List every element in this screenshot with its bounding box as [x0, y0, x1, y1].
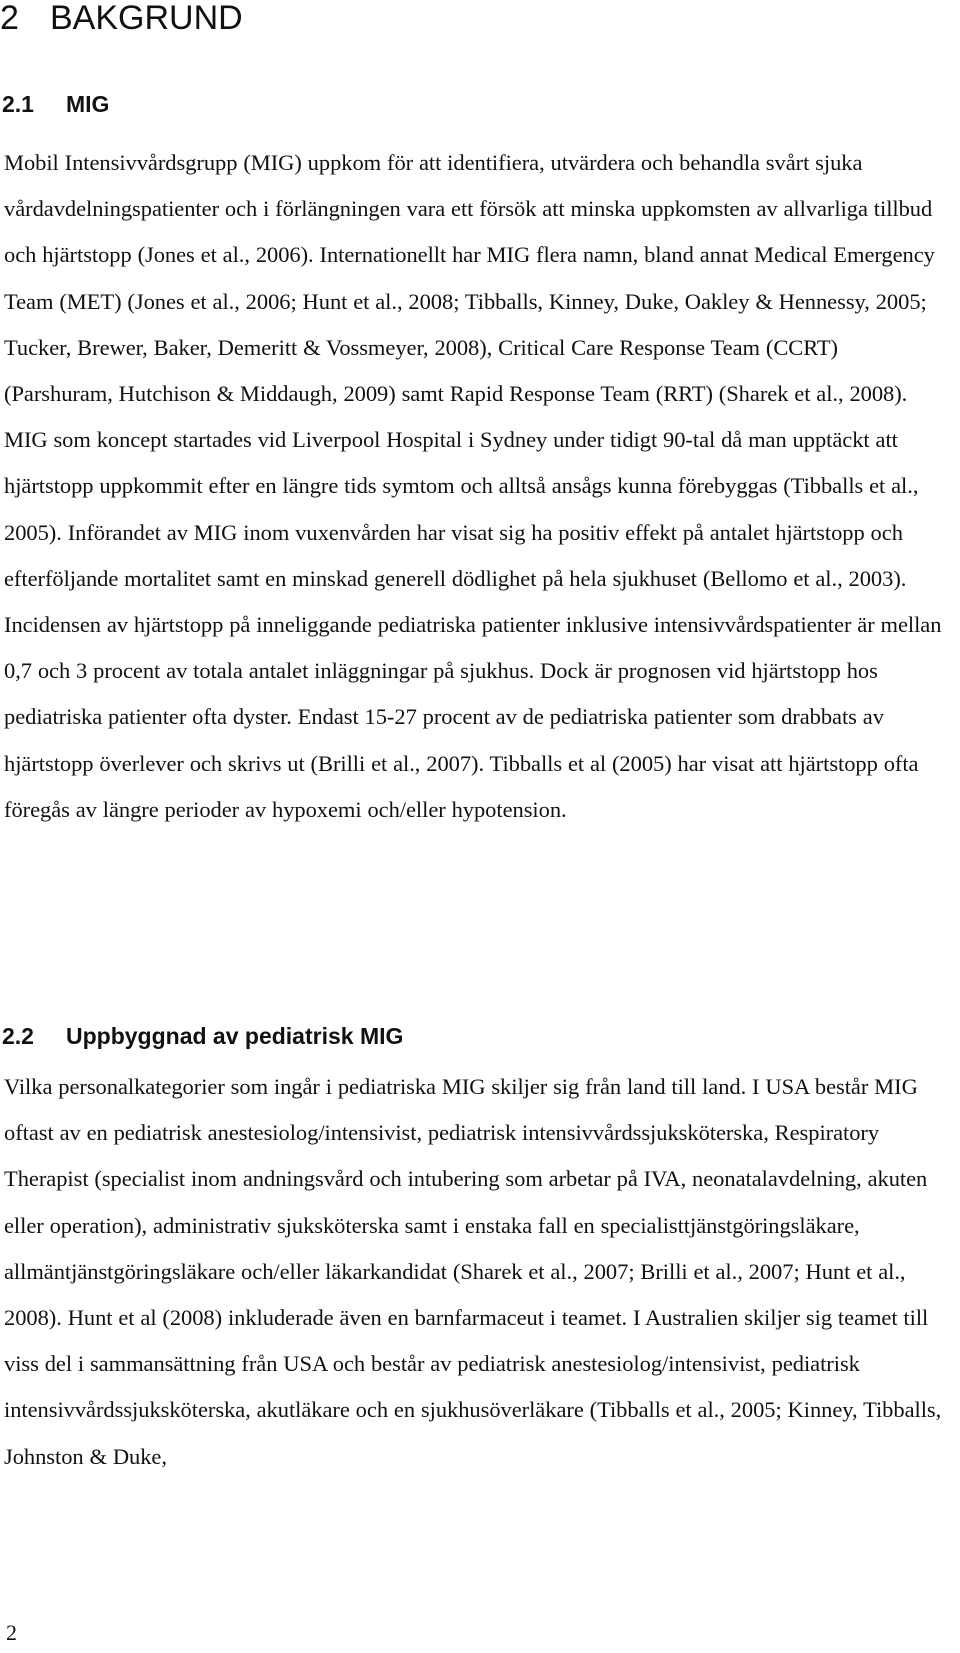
- section-title: Uppbyggnad av pediatrisk MIG: [66, 1023, 404, 1049]
- section-number: 2.2: [2, 1023, 34, 1049]
- section-heading-mig: [2, 90, 109, 118]
- section-number: 2.1: [2, 91, 34, 117]
- chapter-title: BAKGRUND: [50, 0, 243, 37]
- page-number: 2: [6, 1620, 17, 1645]
- chapter-heading: [0, 0, 243, 38]
- paragraph-uppbyggnad: Vilka personalkategorier som ingår i pediatriska MIG skiljer sig från land till land. I USA består MIG oftast av en pediatrisk anestesiolog/intensivist, pediatrisk intensivvårdssjuksköterska, Respiratory Therapist (specialist inom andningsvård och intubering som arbetar på IVA, neonatalavdelning, akuten eller operation), administrativ sjuksköterska samt i enstaka fall en specialisttjänstgöringsläkare, allmäntjänstgöringsläkare och/eller läkarkandidat (Sharek et al., 2007; Brilli et al., 2007; Hunt et al., 2008). Hunt et al (2008) inkluderade även en barnfarmaceut i teamet. I Australien skiljer sig teamet till viss del i sammansättning från USA och består av pediatrisk anestesiolog/intensivist, pediatrisk intensivvårdssjuksköterska, akutläkare och en sjukhusöverläkare (Tibballs et al., 2005; Kinney, Tibballs, Johnston & Duke,: [4, 1074, 942, 1469]
- section-heading-uppbyggnad: [2, 1022, 403, 1050]
- paragraph-mig: Mobil Intensivvårdsgrupp (MIG) uppkom för att identifiera, utvärdera och behandla svårt sjuka vårdavdelningspatienter och i förlängningen vara ett försök att minska uppkomsten av allvarliga tillbud och hjärtstopp (Jones et al., 2006). Internationellt har MIG flera namn, bland annat Medical Emergency Team (MET) (Jones et al., 2006; Hunt et al., 2008; Tibballs, Kinney, Duke, Oakley & Hennessy, 2005; Tucker, Brewer, Baker, Demeritt & Vossmeyer, 2008), Critical Care Response Team (CCRT) (Parshuram, Hutchison & Middaugh, 2009) samt Rapid Response Team (RRT) (Sharek et al., 2008). MIG som koncept startades vid Liverpool Hospital i Sydney under tidigt 90-tal då man upptäckt att hjärtstopp uppkommit efter en längre tids symtom och alltså ansågs kunna förebyggas (Tibballs et al., 2005). Införandet av MIG inom vuxenvården har visat sig ha positiv effekt på antalet hjärtstopp och efterföljande mortalitet samt en minskad generell dödlighet på hela sjukhuset (Bellomo et al., 2003). Incidensen av hjärtstopp på inneliggande pediatriska patienter inklusive intensivvårdspatienter är mellan 0,7 och 3 procent av totala antalet inläggningar på sjukhus. Dock är prognosen vid hjärtstopp hos pediatriska patienter ofta dyster. Endast 15-27 procent av de pediatriska patienter som drabbats av hjärtstopp överlever och skrivs ut (Brilli et al., 2007). Tibballs et al (2005) har visat att hjärtstopp ofta föregås av längre perioder av hypoxemi och/eller hypotension.: [4, 150, 942, 822]
- section-title: MIG: [66, 91, 110, 117]
- chapter-number: 2: [0, 0, 19, 37]
